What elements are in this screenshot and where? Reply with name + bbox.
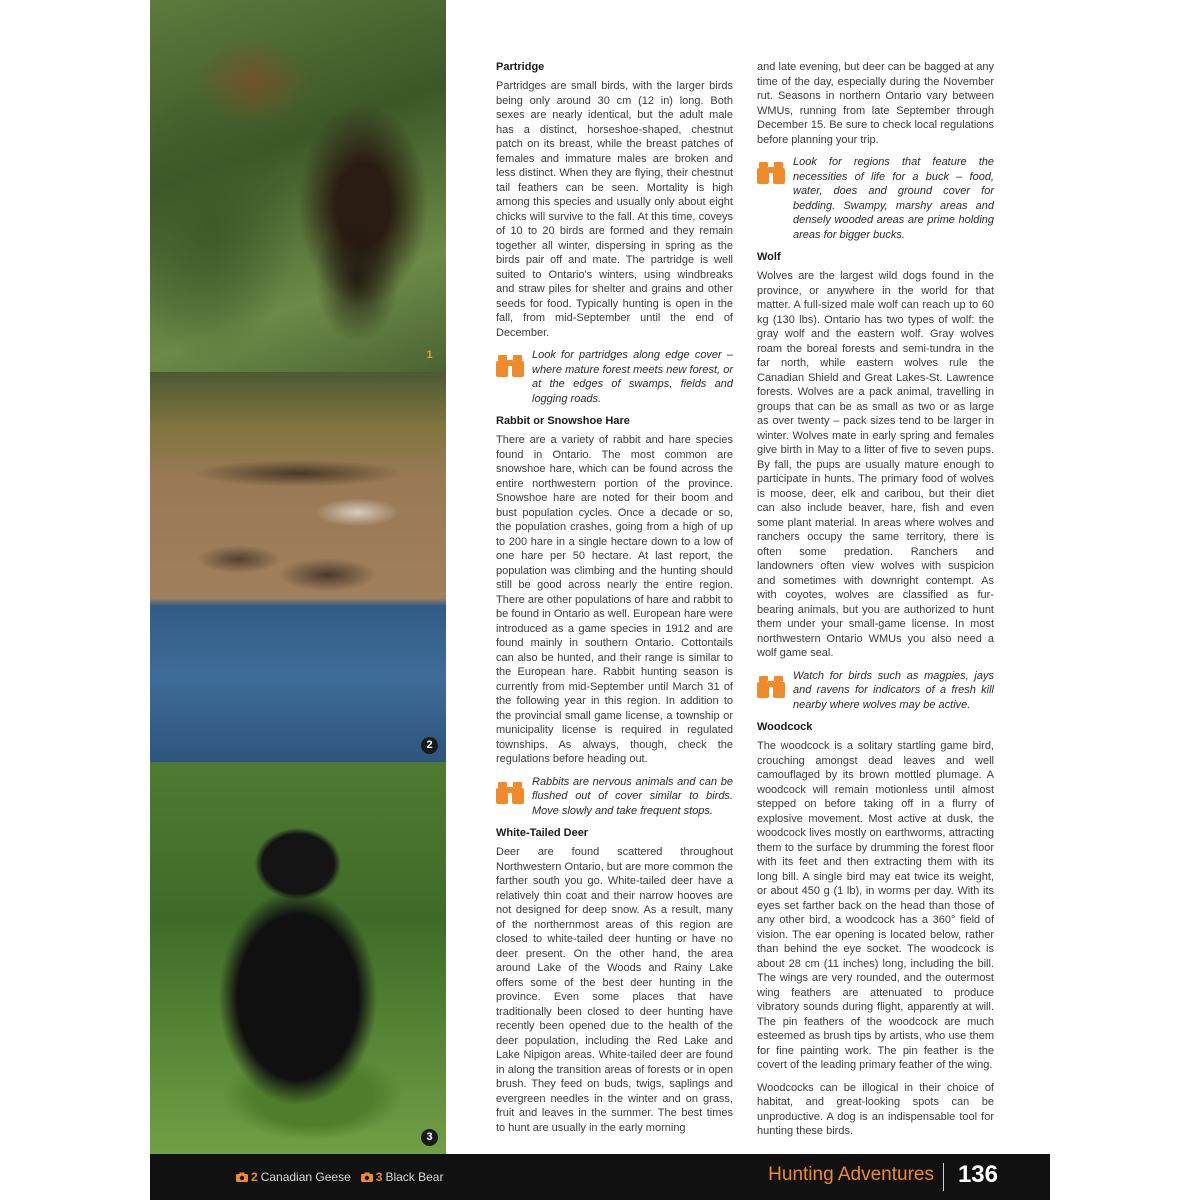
photo-number: 2 [421,737,438,754]
camera-icon [361,1172,373,1182]
tip-text: Rabbits are nervous animals and can be flushed out of cover similar to birds. Move slowly and take frequent stops. [532,775,733,817]
section-title: Hunting Adventures [768,1164,934,1185]
photo-moose [150,0,446,372]
tip-partridge [496,348,733,406]
photo-black-bear [150,762,446,1154]
camera-icon [236,1172,248,1182]
section-heading-partridge: Partridge [496,61,545,73]
text-column-1 [496,60,733,1143]
photo-credit-2 [236,1170,351,1184]
tip-text: Look for partridges along edge cover – where mature forest meets new forest, or at the edges of swamps, fields and logging roads. [532,349,733,405]
photo-number: 1 [426,349,433,361]
tip-deer [757,155,994,242]
credit-label: Canadian Geese [260,1170,351,1184]
section-body-woodcock: The woodcock is a solitary startling game bird, crouching amongst dead leaves and well camouflaged by its brown mottled plumage. A woodcock will remain motionless until almost stepped on before taking off in a flurry of explosive movement. Most active at dusk, the woodcock lives mostly on earthworms, attracting them to the surface by drumming the forest floor with its feet and then extracting them with its long bill. A single bird may eat twice its weight, or about 450 g (1 lb), in worms per day. With its eyes set farther back on the head than those of any other bird, a woodcock has a 360° field of vision. The ear opening is located below, rather than behind the eye socket. The woodcock is about 28 cm (11 inches) long, including the bill. The wings are very rounded, and the outermost wing feathers are attenuated to produce vibratory sounds during flight, apparently at will. The pin feathers of the woodcock are much esteemed as brush tips by artists, who use them for fine painting work. The pin feather is the covert of the leading primary feather of the wing. [757,740,994,1071]
tip-wolf [757,669,994,713]
credit-label: Black Bear [385,1170,444,1184]
section-heading-deer: White-Tailed Deer [496,827,589,839]
section-heading-wolf: Wolf [757,251,781,263]
section-body-deer-continued: and late evening, but deer can be bagged at any time of the day, especially during the November rut. Seasons in northern Ontario vary between WMUs, running from late September through December 15. Be sure to check local regulations before planning your trip. [757,61,994,146]
binoculars-icon [496,352,524,378]
section-body-deer: Deer are found scattered throughout Northwestern Ontario, but are more common the farther south you go. White-tailed deer have a relatively thin coat and their narrow hooves are not designed for deep snow. As a result, many of the northernmost areas of this region are closed to white-tailed deer hunting or have no deer present. On the other hand, the area around Lake of the Woods and Rainy Lake offers some of the best deer hunting in the province. Even some places that have traditionally been closed to deer hunting have recently been opened due to the health of the deer population, including the Red Lake and Lake Nipigon areas. White-tailed deer are found in along the transition areas of forests or in open brush. They feed on buds, twigs, saplings and evergreen needles in the winter and on grass, fruit and leaves in the summer. The best times to hunt are usually in the early morning [496,846,733,1134]
tip-text: Watch for birds such as magpies, jays and ravens for indicators of a fresh kill nearby where wolves may be active. [793,669,994,711]
footer-divider [943,1163,944,1191]
section-heading-rabbit: Rabbit or Snowshoe Hare [496,415,630,427]
photo-credits [236,1170,443,1184]
section-body-rabbit: There are a variety of rabbit and hare species found in Ontario. The most common are snowshoe hare, which can be found across the entire northwestern portion of the province. Snowshoe hare are noted for their boom and bust population cycles. Once a decade or so, the population crashes, going from a high of up to 200 hare in a single hectare down to a low of one hare per 50 hectare. At last report, the population was climbing and the hunting should still be good across nearly the entire region. There are other populations of hare and rabbit to be found in Ontario as well. European hare were introduced as a game species in 1912 and are found mainly in southern Ontario. Cottontails can also be hunted, and their range is similar to the European hare. Rabbit hunting season is currently from mid-September until March 31 of the following year in this region. In addition to the provincial small game license, a township or municipality license is required in regulated townships. As always, though, check the regulations before heading out. [496,434,733,765]
photo-canadian-geese [150,372,446,762]
section-body-wolf: Wolves are the largest wild dogs found in the province, or anywhere in the world for that matter. A full-sized male wolf can reach up to 60 kg (130 lbs). Ontario has two types of wolf: the gray wolf and the eastern wolf. Gray wolves roam the boreal forests and semi-tundra in the far north, while eastern wolves rule the Canadian Shield and Great Lakes-St. Lawrence forests. Wolves are a pack animal, travelling in groups that can be as small as two or as large as over twenty – pack sizes tend to be larger in winter. Wolves mate in early spring and females give birth in May to a litter of five to seven pups. By fall, the pups are usually mature enough to participate in hunts. The primary food of wolves is moose, deer, elk and caribou, but their diet can also include beaver, hare, fish and even some plant material. In areas where wolves and ranchers occupy the same territory, there is often some predation. Ranchers and landowners often view wolves with suspicion and sometimes with downright contempt. As with coyotes, wolves are classified as fur-bearing animals, but you are authorized to hunt them under your small-game license. In most northwestern Ontario WMUs you also need a wolf game seal. [757,270,994,659]
section-body-woodcock-2: Woodcocks can be illogical in their choice of habitat, and great-looking spots can be unproductive. A dog is an indispensable tool for hunting these birds. [757,1081,994,1137]
binoculars-icon [496,779,524,805]
section-heading-woodcock: Woodcock [757,721,813,733]
credit-number: 2 [251,1170,258,1184]
binoculars-icon [757,673,785,699]
tip-text: Look for regions that feature the necessities of life for a buck – food, water, does and ground cover for bedding. Swampy, marshy areas and densely wooded areas are prime holding areas for bigger bucks. [793,156,994,241]
photo-number: 3 [421,1129,438,1146]
text-column-2 [757,60,994,1147]
credit-number: 3 [375,1170,383,1184]
page-number: 136 [957,1161,998,1188]
photo-credit-3 [361,1170,444,1184]
tip-rabbit [496,775,733,819]
section-body-partridge: Partridges are small birds, with the larger birds being only around 30 cm (12 in) long. Both sexes are nearly identical, but the adult male has a distinct, horseshoe-shaped, chestnut patch on its breast, while the breast patches of females and immature males are broken and less distinct. When they are flying, their chestnut tail feathers can be seen. Mortality is high among this species and usually only about eight chicks will survive to the fall. At this time, coveys of 10 to 20 birds are formed and they remain together all winter, dispersing in spring as the birds pair off and mate. The partridge is well suited to Ontario's winters, using windbreaks and straw piles for shelter and grains and other seeds for food. Typically hunting is open in the fall, from mid-September until the end of December. [496,80,733,339]
binoculars-icon [757,159,785,185]
page-footer [150,1154,1050,1200]
